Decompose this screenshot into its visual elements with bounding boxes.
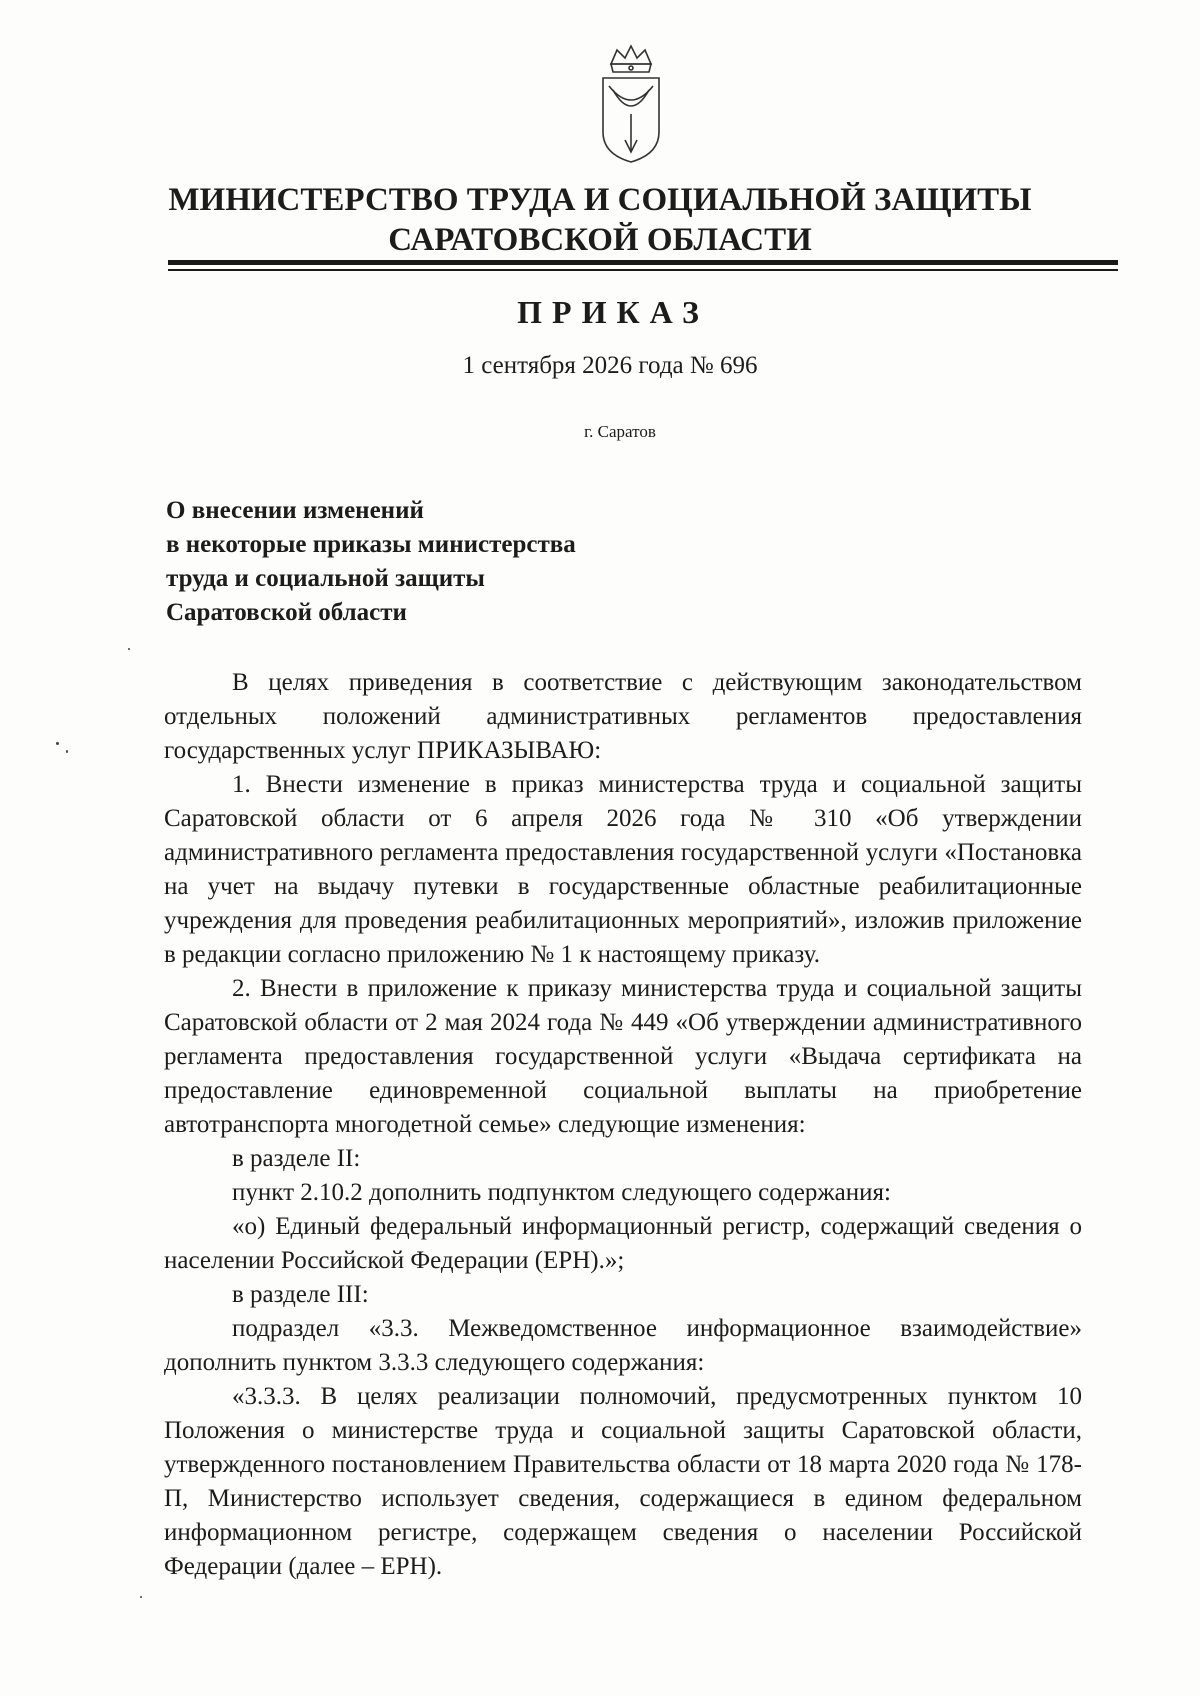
body-paragraph: «о) Единый федеральный информационный регистр, содержащий сведения о населении Российской Федерации (ЕРН).»;	[164, 1213, 1082, 1274]
order-body	[164, 666, 1082, 1584]
order-date-number: 1 сентября 2026 года № 696	[462, 352, 758, 379]
order-heading: ПРИКАЗ	[517, 294, 709, 330]
scan-speck	[140, 1596, 142, 1598]
scan-speck	[128, 648, 130, 650]
order-city: г. Саратов	[584, 422, 656, 441]
body-paragraph: в разделе II:	[232, 1145, 361, 1172]
scan-speck	[66, 750, 68, 753]
order-title-line: в некоторые приказы министерства	[166, 531, 576, 558]
body-paragraph: 1. Внести изменение в приказ министерства труда и социальной защиты Саратовской области от 6 апреля 2026 года № 310 «Об утверждении административного регламента предоставления государственной услуги «Постановка на учет на выдачу путевки в государственные областные реабилитационные учреждения для проведения реабилитационных мероприятий», изложив приложение в редакции согласно приложению № 1 к настоящему приказу.	[164, 771, 1082, 968]
body-paragraph: В целях приведения в соответствие с действующим законодательством отдельных положений административных регламентов предоставления государственных услуг ПРИКАЗЫВАЮ:	[164, 669, 1082, 764]
scan-speck	[56, 742, 59, 745]
ministry-name	[150, 180, 1050, 260]
body-paragraph: «3.3.3. В целях реализации полномочий, предусмотренных пунктом 10 Положения о министерстве труда и социальной защиты Саратовской области, утвержденного постановлением Правительства области от 18 марта 2020 года № 178-П, Министерство использует сведения, содержащиеся в едином федеральном информационном регистре, содержащем сведения о населении Российской Федерации (далее – ЕРН).	[164, 1383, 1082, 1580]
header-divider-thin	[168, 269, 1118, 271]
order-title-line: О внесении изменений	[166, 497, 424, 524]
coat-of-arms-icon	[597, 44, 665, 164]
order-title	[166, 494, 576, 630]
body-paragraph: в разделе III:	[232, 1281, 369, 1308]
body-paragraph: 2. Внести в приложение к приказу министерства труда и социальной защиты Саратовской области от 2 мая 2024 года № 449 «Об утверждении административного регламента предоставления государственной услуги «Выдача сертификата на предоставление единовременной социальной выплаты на приобретение автотранспорта многодетной семье» следующие изменения:	[164, 975, 1082, 1138]
order-title-line: Саратовской области	[166, 599, 407, 626]
body-paragraph: подраздел «3.3. Межведомственное информационное взаимодействие» дополнить пунктом 3.3.3 следующего содержания:	[164, 1315, 1082, 1376]
ministry-name-line2: САРАТОВСКОЙ ОБЛАСТИ	[388, 222, 812, 258]
body-paragraph: пункт 2.10.2 дополнить подпунктом следующего содержания:	[232, 1179, 891, 1206]
ministry-name-line1: МИНИСТЕРСТВО ТРУДА И СОЦИАЛЬНОЙ ЗАЩИТЫ	[168, 182, 1032, 218]
header-divider-thick	[168, 260, 1118, 265]
order-title-line: труда и социальной защиты	[166, 565, 485, 592]
